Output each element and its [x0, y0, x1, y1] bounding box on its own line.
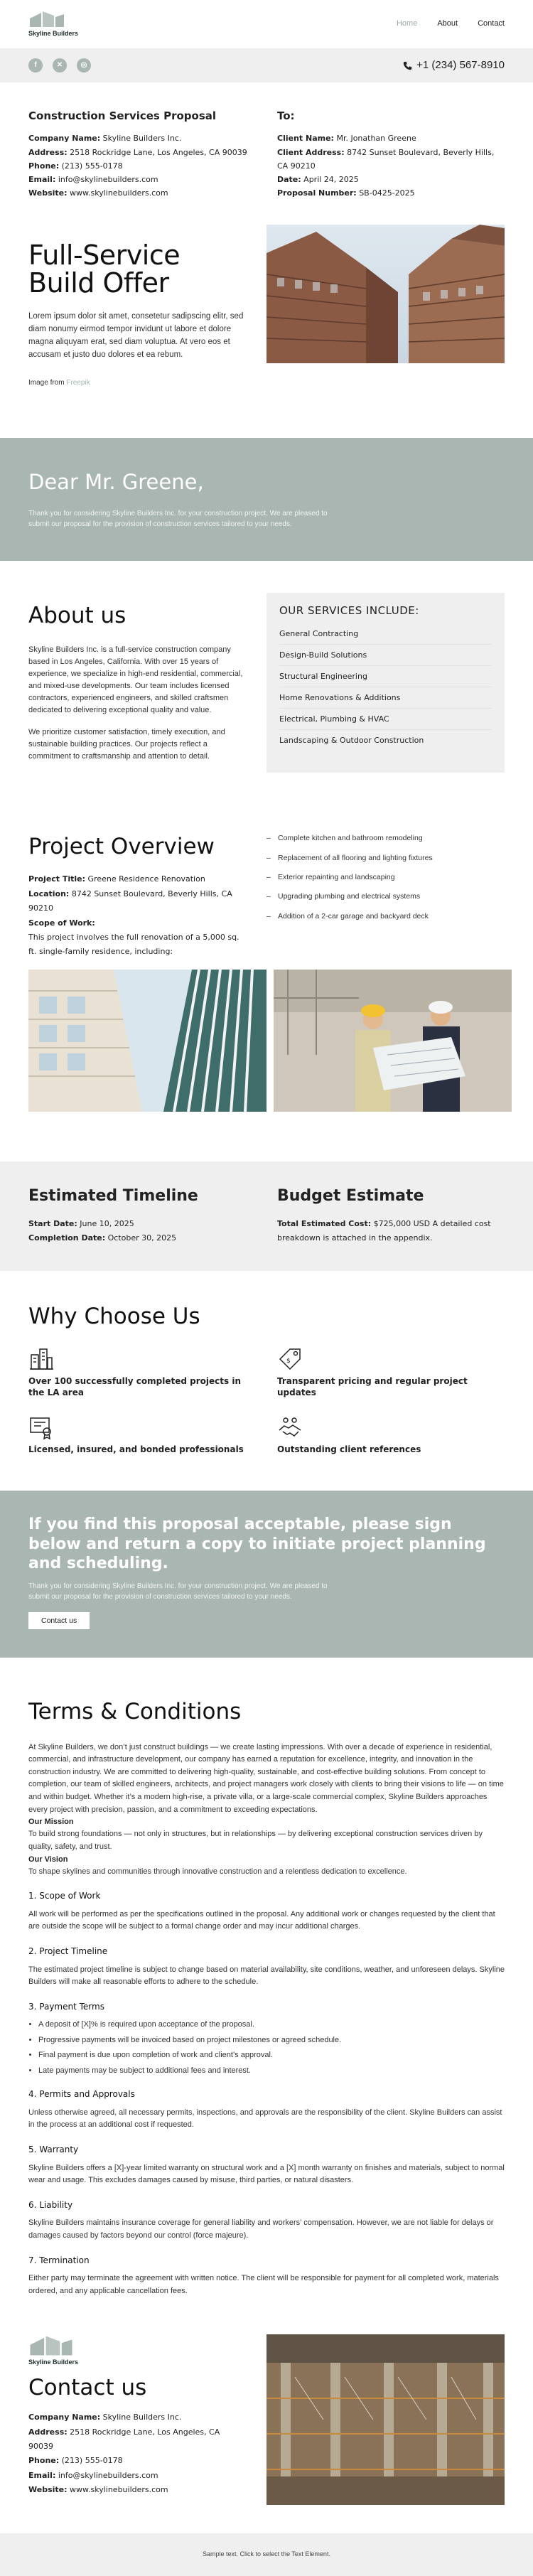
scope-item: – Addition of a 2-car garage and backyard deck [266, 911, 505, 922]
workers-blueprint-image [274, 970, 512, 1112]
scope-list [266, 830, 505, 959]
project-title-line: Project Title: Greene Residence Renovation [28, 874, 205, 884]
nav-about[interactable]: About [437, 19, 458, 28]
scope-text: This project involves the full renovation of a 5,000 sq. ft. single-family residence, including: [28, 932, 239, 957]
email-line: Email: info@skylinebuilders.com [28, 2470, 158, 2480]
about-paragraph-1: Skyline Builders Inc. is a full-service construction company based in Los Angeles, California. With over 15 years of experience, we specialize in high-end residential, commercial, and mixed-use developments. Our team includes licensed contractors, experienced engineers, and skilled craftsmen dedicated to delivering exceptional quality and value. [28, 645, 243, 715]
timeline-title: Estimated Timeline [28, 1186, 198, 1205]
service-item: Home Renovations & Additions [279, 687, 492, 709]
svg-text:$: $ [286, 1358, 291, 1365]
service-item: Landscaping & Outdoor Construction [279, 736, 424, 746]
terms-clause: 3. Payment Terms • A deposit of [X]% is required upon acceptance of the proposal. • Progressive payments will be invoiced based on project milestones or agreed schedule. • Final payment is due upon completion of work and client’s approval. • Late payments may be subject to additional fees and interest. [28, 2000, 505, 2077]
phone-number: +1 (234) 567-8910 [416, 59, 505, 72]
logo[interactable] [28, 10, 78, 39]
payment-term: • A deposit of [X]% is required upon acceptance of the proposal. [38, 2019, 505, 2031]
address-line: Address: 2518 Rockridge Lane, Los Angeles, CA 90039 [28, 2427, 220, 2452]
buildings-icon [28, 1346, 54, 1372]
why-title: Why Choose Us [28, 1304, 200, 1330]
completion-date-line: Completion Date: October 30, 2025 [28, 1233, 177, 1243]
contact-title: Contact us [28, 2375, 147, 2401]
nav-home[interactable]: Home [396, 19, 418, 28]
why-item: Over 100 successfully completed projects in the LA area [28, 1346, 256, 1398]
mission-label: Our Mission [28, 1818, 74, 1827]
price-tag-icon [277, 1346, 303, 1372]
certificate-icon [28, 1415, 54, 1440]
terms-intro: At Skyline Builders, we don’t just construct buildings — we create lasting impressions. With over a decade of experience in residential, commercial, and infrastructure development, our company has earned a reputation for excellence, integrity, and innovation in the construction industry. We are committed to delivering high-quality, sustainable, and cost-effective building solutions. From concept to completion, our team of skilled engineers, architects, and project managers work closely with clients to bring their visions to life — on time and within budget. Whether it’s a modern high-rise, a private villa, or a large-scale commercial complex, Skyline Builders approaches every project with precision, passion, and a commitment to exceeding expectations. [28, 1742, 504, 1814]
construction-site-image [266, 2334, 505, 2505]
cta-text: Thank you for considering Skyline Builders Inc. for your construction project. We are pleased to submit our proposal for the provision of construction services tailored to your needs. [28, 1582, 328, 1601]
scope-item: – Upgrading plumbing and electrical systems [266, 891, 505, 902]
service-item: Structural Engineering [279, 666, 492, 687]
social-bar [0, 48, 533, 82]
top-bar [0, 0, 533, 48]
service-item: Electrical, Plumbing & HVAC [279, 709, 492, 730]
building-facade-image [28, 970, 266, 1112]
company-line: Company Name: Skyline Builders Inc. [28, 134, 182, 144]
client-line: Client Name: Mr. Jonathan Greene [277, 134, 416, 144]
cta-band [0, 1491, 533, 1658]
x-icon[interactable]: ✕ [53, 58, 67, 73]
payment-term: • Final payment is due upon completion of work and client’s approval. [38, 2049, 505, 2061]
website-line: Website: www.skylinebuilders.com [28, 188, 168, 198]
proposal-number-line: Proposal Number: SB-0425-2025 [277, 188, 415, 198]
greeting-band [0, 438, 533, 561]
why-section [0, 1299, 533, 1455]
payment-term: • Progressive payments will be invoiced based on project milestones or agreed schedule. [38, 2034, 505, 2046]
instagram-icon[interactable]: ◎ [77, 58, 91, 73]
project-title: Project Overview [28, 834, 215, 860]
terms-section [0, 1695, 533, 2298]
about-title: About us [28, 602, 126, 628]
client-address-line: Client Address: 8742 Sunset Boulevard, Beverly Hills, CA 90210 [277, 147, 495, 171]
address-line: Address: 2518 Rockridge Lane, Los Angeles, CA 90039 [28, 147, 247, 157]
scope-item: – Replacement of all flooring and lighting fixtures [266, 852, 505, 864]
why-item: $ Transparent pricing and regular project updates [277, 1346, 505, 1398]
vision-text: To shape skylines and communities through innovative construction and a relentless dedication to excellence. [28, 1867, 407, 1876]
start-date-line: Start Date: June 10, 2025 [28, 1218, 134, 1228]
cta-title: If you find this proposal acceptable, please sign below and return a copy to initiate project planning and scheduling. [28, 1515, 486, 1573]
logo-icon [28, 2334, 74, 2357]
image-credit: Image from Freepik [28, 378, 90, 387]
about-paragraph-2: We prioritize customer satisfaction, timely execution, and sustainable building practices. Our projects reflect a commitment to craftsmanship and attention to detail. [28, 728, 225, 761]
nav-contact[interactable]: Contact [478, 19, 505, 28]
scope-item: – Exterior repainting and landscaping [266, 871, 505, 883]
footer [0, 2533, 533, 2576]
phone-link[interactable] [403, 57, 505, 73]
scope-label: Scope of Work: [28, 918, 95, 928]
vision-label: Our Vision [28, 1855, 68, 1864]
handshake-icon [277, 1415, 303, 1440]
terms-clause: 5. Warranty Skyline Builders offers a [X]-year limited warranty on structural work and a [X] month warranty on finishes and materials, subject to normal wear and usage. This excludes damages caused by misuse, third parties, or natural disasters. [28, 2145, 505, 2185]
logo-text: Skyline Builders [28, 2358, 79, 2366]
contact-us-button[interactable]: Contact us [28, 1612, 90, 1629]
mission-text: To build strong foundations — not only in structures, but in relationships — by delivering exceptional construction services driven by quality, safety, and trust. [28, 1830, 483, 1851]
date-line: Date: April 24, 2025 [277, 175, 359, 184]
service-item: General Contracting [279, 623, 492, 645]
phone-icon [403, 61, 412, 70]
terms-clause: 4. Permits and Approvals Unless otherwise agreed, all necessary permits, inspections, and approvals are the responsibility of the client. Skyline Builders can assist in the process at an additional cost if requested. [28, 2089, 502, 2130]
facebook-icon[interactable]: f [28, 58, 43, 73]
hero-text: Lorem ipsum dolor sit amet, consetetur sadipscing elitr, sed diam nonumy eirmod tempor invidunt ut labore et dolore magna aliquyam erat, sed diam voluptua. At vero eos et accusam et justo duo dolores et ea rebum. [28, 312, 244, 359]
services-box [266, 593, 505, 773]
project-images [28, 970, 505, 1112]
hero-title: Full-Service Build Offer [28, 239, 181, 299]
budget-cost-line: Total Estimated Cost: $725,000 USD A detailed cost breakdown is attached in the appendix. [277, 1218, 491, 1243]
phone-line: Phone: (213) 555-0178 [28, 2456, 123, 2466]
terms-clause: 2. Project Timeline The estimated project timeline is subject to change based on material availability, site conditions, weather, and unforeseen delays. Skyline Builders will make all reasonable efforts to adhere to the schedule. [28, 1946, 505, 1987]
service-item: Design-Build Solutions [279, 645, 492, 666]
why-item: Licensed, insured, and bonded professionals [28, 1415, 256, 1456]
logo-icon [28, 10, 65, 28]
company-line: Company Name: Skyline Builders Inc. [28, 2413, 182, 2422]
budget-title: Budget Estimate [277, 1186, 424, 1205]
proposal-info [28, 82, 505, 200]
contact-logo [28, 2334, 245, 2368]
scope-item: – Complete kitchen and bathroom remodeling [266, 832, 505, 844]
terms-clause: 1. Scope of Work All work will be performed as per the specifications outlined in the proposal. Any additional work or changes requested by the client that are outside the scope will be subject to a formal change order and may incur additional charges. [28, 1891, 495, 1931]
greeting-text: Thank you for considering Skyline Builders Inc. for your construction project. We are pleased to submit our proposal for the provision of construction services tailored to your needs. [28, 509, 328, 528]
to-title: To: [277, 109, 295, 122]
contact-section [28, 2334, 505, 2505]
hero-building-image [266, 225, 505, 363]
about-section [28, 593, 505, 773]
terms-clause: 6. Liability Skyline Builders maintains insurance coverage for general liability and workers’ compensation. However, we are not liable for delays or damages caused by factors beyond our control (force majeure). [28, 2199, 494, 2240]
freepik-link[interactable]: Freepik [66, 378, 90, 387]
main-nav [397, 18, 505, 30]
payment-term: • Late payments may be subject to additional fees and interest. [38, 2065, 505, 2077]
social-links [28, 58, 91, 73]
project-location-line: Location: 8742 Sunset Boulevard, Beverly Hills, CA 90210 [28, 889, 232, 913]
logo-text: Skyline Builders [28, 29, 79, 37]
why-item: Outstanding client references [277, 1415, 505, 1456]
project-section [28, 830, 505, 959]
terms-title: Terms & Conditions [28, 1698, 242, 1724]
timeline-budget-section [0, 1161, 533, 1272]
email-line: Email: info@skylinebuilders.com [28, 175, 158, 184]
footer-text[interactable]: Sample text. Click to select the Text Element. [203, 2550, 330, 2558]
hero-section [28, 225, 505, 389]
website-line: Website: www.skylinebuilders.com [28, 2485, 168, 2495]
proposal-title: Construction Services Proposal [28, 109, 217, 122]
phone-line: Phone: (213) 555-0178 [28, 161, 123, 171]
greeting-title: Dear Mr. Greene, [28, 470, 204, 495]
terms-clause: 7. Termination Either party may terminate the agreement with written notice. The client will be responsible for payment for all completed work, materials ordered, and any applicable cancellation fees. [28, 2255, 499, 2295]
services-title: OUR SERVICES INCLUDE: [279, 603, 419, 617]
